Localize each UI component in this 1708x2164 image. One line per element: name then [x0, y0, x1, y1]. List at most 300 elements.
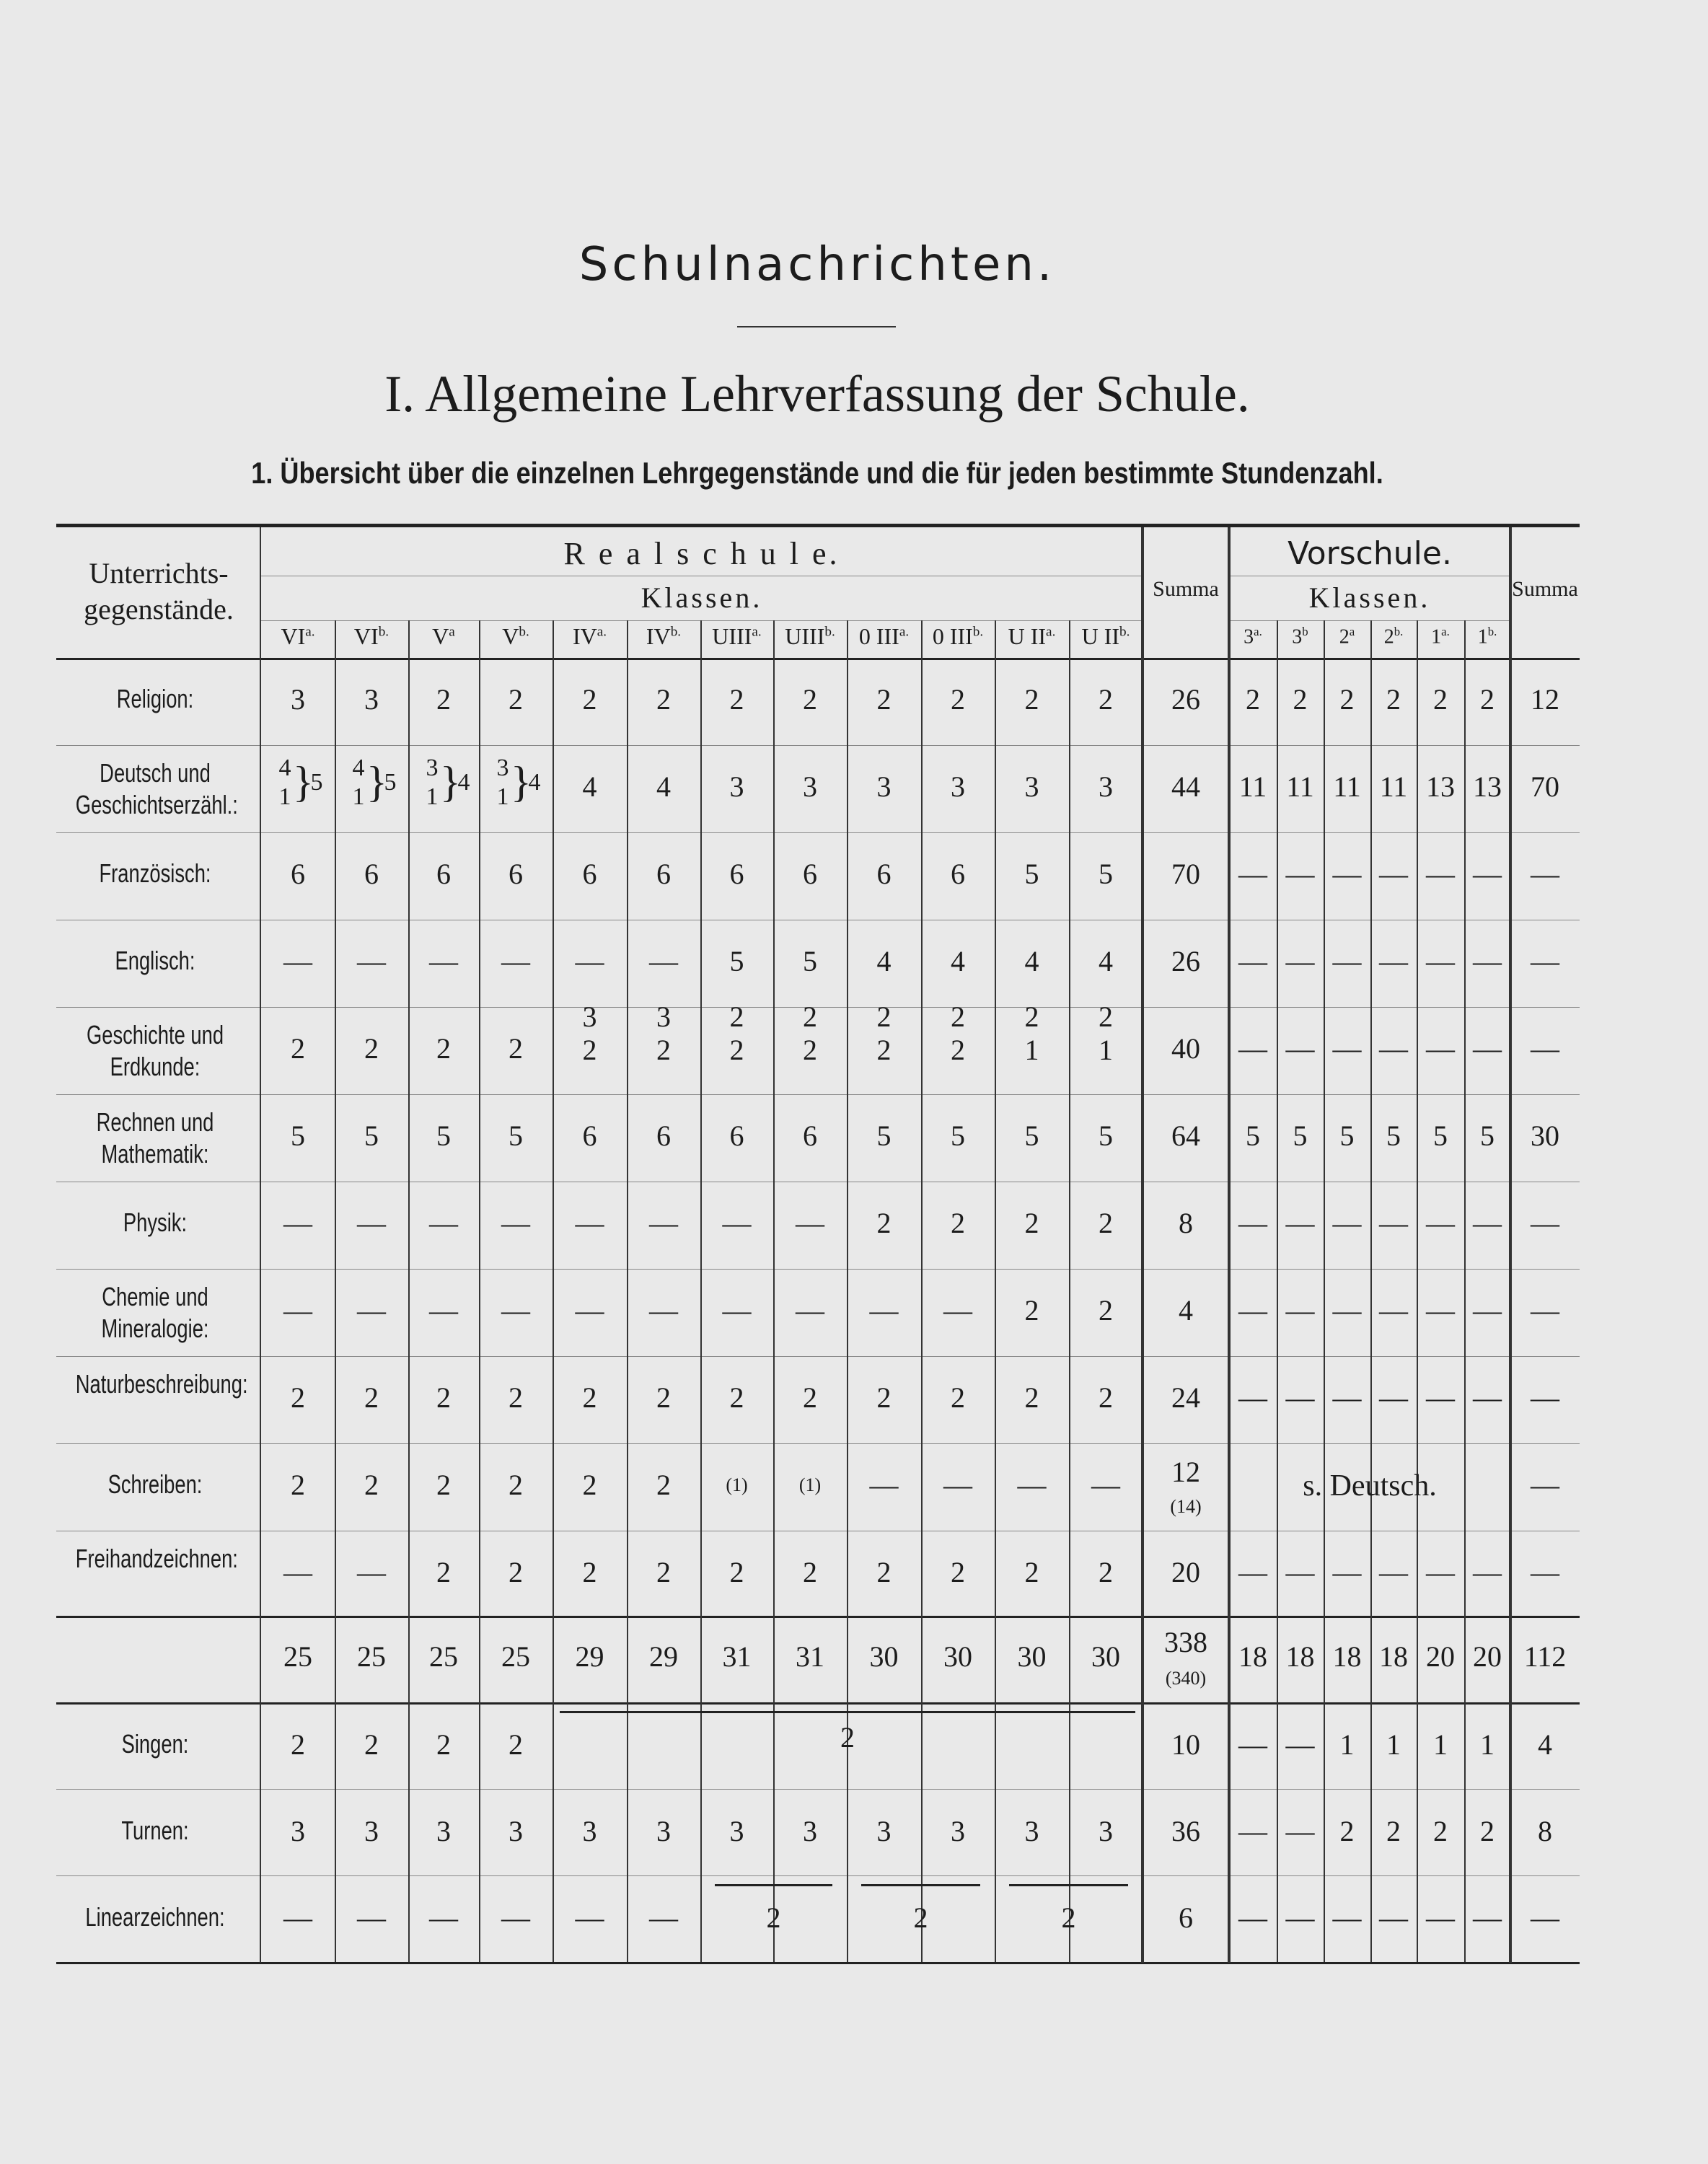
class-cell: 6 [291, 857, 305, 890]
class-cell: 3 [291, 1815, 305, 1847]
vor-cell: — [1379, 857, 1408, 890]
class-cell: 2 [951, 1206, 965, 1239]
class-cell: 2 1 [1024, 1000, 1039, 1066]
subject-label: Linearzeichnen: [85, 1902, 225, 1932]
vor-cell: — [1332, 1555, 1362, 1588]
sum-total: 338 [1164, 1626, 1207, 1658]
vor-cell: 13 [1426, 770, 1455, 803]
vsum-cell: — [1531, 1032, 1559, 1065]
vor-cell: — [1426, 1901, 1455, 1934]
vor-cell: — [1332, 1381, 1362, 1414]
class-cell: 3 [582, 1815, 597, 1847]
total-cell: 31 [722, 1640, 752, 1673]
class-col-line [1069, 620, 1070, 1962]
class-cell: — [649, 1901, 678, 1934]
sum-note: (14) [1170, 1495, 1202, 1517]
vor-cell: — [1285, 857, 1315, 890]
class-cell: 5 [1099, 1119, 1113, 1152]
class-cell: — [649, 944, 678, 977]
total-cell: 30 [1017, 1640, 1047, 1673]
subject-label: Deutsch und Geschichtserzähl.: [75, 757, 238, 819]
vor-cell: — [1426, 944, 1455, 977]
class-cell: 5 [1024, 1119, 1039, 1152]
deutsch-top: 4 [352, 754, 365, 781]
vor-cell: — [1285, 1901, 1315, 1934]
class-cell: 2 [803, 1555, 817, 1588]
class-cell: — [357, 1555, 386, 1588]
subject-label: Freihandzeichnen: [75, 1543, 238, 1573]
class-cell: 2 [509, 1032, 523, 1065]
page-title: Schulnachrichten. [578, 238, 1056, 291]
header-bottom-rule [56, 658, 1580, 660]
vor-cell: — [1379, 944, 1408, 977]
deutsch-brace: } [366, 757, 387, 806]
subject-label: Chemie und Mineralogie: [101, 1281, 209, 1343]
total-cell: 25 [283, 1640, 312, 1673]
row-rule [56, 1443, 1580, 1444]
class-cell: 2 [436, 1728, 451, 1761]
deutsch-brace: } [511, 757, 532, 806]
class-cell: 6 [951, 857, 965, 890]
class-cell: 3 [1024, 770, 1039, 803]
class-cell: 2 [436, 1381, 451, 1414]
class-cell: 2 [291, 1728, 305, 1761]
vor-cell: 2 [1433, 682, 1448, 716]
vor-cell: — [1426, 1381, 1455, 1414]
class-cell: 5 [291, 1119, 305, 1152]
class-cell: 2 [951, 682, 965, 716]
class-cell: — [357, 1206, 386, 1239]
class-cell: — [357, 1293, 386, 1327]
deutsch-total: 5 [310, 768, 323, 796]
class-cell: 6 [582, 857, 597, 890]
vor-cell: 2 [1480, 682, 1494, 716]
vor-cell: 5 [1386, 1119, 1401, 1152]
vor-cell: — [1238, 1206, 1267, 1239]
vor-cell: — [1473, 1293, 1502, 1327]
subject-label: Rechnen und Mathematik: [96, 1107, 214, 1169]
deutsch-bottom: 1 [426, 783, 439, 810]
class-cell: — [869, 1468, 899, 1501]
vor-cell: — [1473, 1381, 1502, 1414]
class-cell: 6 [582, 1119, 597, 1152]
vor-cell: — [1332, 944, 1362, 977]
vor-class-header: $3^{a.}$ [1243, 625, 1262, 648]
deutsch-brace: } [440, 757, 461, 806]
class-cell: 2 1 [1099, 1000, 1113, 1066]
class-cell: 2 [656, 1381, 671, 1414]
vsum-cell: — [1531, 1468, 1559, 1501]
row-rule [56, 832, 1580, 833]
class-cell: 6 [656, 1119, 671, 1152]
class-cell: 2 [803, 1381, 817, 1414]
vor-class-header: $1^{a.}$ [1431, 625, 1450, 648]
class-cell: — [283, 1555, 312, 1588]
class-cell: 2 [291, 1468, 305, 1501]
class-cell: 2 [436, 1555, 451, 1588]
vor-cell: 5 [1433, 1119, 1448, 1152]
class-cell: 2 2 [729, 1000, 744, 1066]
title-divider [737, 326, 896, 327]
class-header: 0 $III^{b.}$ [932, 623, 984, 649]
class-header: $V^a$ [432, 623, 455, 649]
class-cell: 3 [803, 1815, 817, 1847]
vsum-cell: — [1531, 944, 1559, 977]
class-cell: 2 [876, 1206, 892, 1239]
vor-cell: — [1332, 1293, 1362, 1327]
vor-cell: — [1238, 1381, 1267, 1414]
class-cell: 6 [803, 1119, 817, 1152]
class-cell: — [943, 1468, 972, 1501]
class-cell: 3 2 [582, 1000, 597, 1066]
deutsch-top: 4 [278, 754, 291, 781]
vor-cell: — [1332, 1901, 1362, 1934]
class-cell: (1) [726, 1474, 748, 1495]
section-heading: I. Allgemeine Lehrverfassung der Schule. [384, 365, 1250, 423]
vsum-cell: 70 [1531, 770, 1559, 803]
class-cell: 2 [1024, 682, 1039, 716]
vor-cell: — [1238, 1728, 1267, 1761]
vor-cell: — [1238, 944, 1267, 977]
vor-cell: — [1426, 1555, 1455, 1588]
class-cell: 4 [582, 770, 597, 803]
class-cell: 2 [509, 682, 523, 716]
vor-cell: 5 [1339, 1119, 1355, 1152]
class-cell: 5 [951, 1119, 965, 1152]
subject-label: Singen: [121, 1729, 189, 1759]
vor-cell: 5 [1293, 1119, 1308, 1152]
vor-cell: — [1285, 1381, 1315, 1414]
deutsch-bottom: 1 [496, 783, 509, 810]
class-cell: 6 [803, 857, 817, 890]
vor-cell: — [1426, 857, 1455, 890]
class-cell: 2 [656, 1555, 671, 1588]
class-cell: — [649, 1293, 678, 1327]
sum-cell: 26 [1171, 682, 1200, 716]
class-col-line [700, 620, 702, 1962]
sum-cell: 12 [1171, 1455, 1200, 1488]
vor-cell: — [1426, 1206, 1455, 1239]
class-cell: 2 [1024, 1293, 1039, 1327]
total-cell: 29 [575, 1640, 604, 1673]
class-cell: 2 [509, 1468, 523, 1501]
class-cell: 3 [1024, 1815, 1039, 1847]
deutsch-total: 5 [384, 768, 397, 796]
row-rule [56, 1356, 1580, 1357]
row-rule [56, 1269, 1580, 1270]
class-cell: 3 [876, 1815, 892, 1847]
vor-cell: — [1332, 1206, 1362, 1239]
sum-cell: 6 [1179, 1901, 1193, 1934]
class-cell: 2 [509, 1555, 523, 1588]
class-cell: — [943, 1293, 972, 1327]
class-cell: — [501, 1901, 530, 1934]
subsection-heading: 1. Übersicht über die einzelnen Lehrgegenstände und die für jeden bestimmte Stundenzahl. [251, 456, 1383, 490]
vor-cell: — [1238, 1901, 1267, 1934]
class-cell: — [501, 944, 530, 977]
class-cell: 2 [656, 1468, 671, 1501]
deutsch-total: 4 [528, 768, 541, 796]
table-top-rule [56, 524, 1580, 527]
summa-label: Summa [1512, 577, 1578, 601]
class-cell: 2 [876, 1555, 892, 1588]
vor-cell: — [1285, 944, 1315, 977]
klassen-label-real: Klassen. [640, 581, 763, 614]
class-cell: 2 [364, 1728, 379, 1761]
subject-label: Französisch: [99, 858, 211, 888]
class-cell: 6 [729, 857, 744, 890]
vor-cell: — [1238, 1555, 1267, 1588]
class-cell: 6 [656, 857, 671, 890]
class-cell: 2 [436, 1032, 451, 1065]
vorschule-label: Vorschule. [1287, 535, 1452, 572]
class-cell: 3 [436, 1815, 451, 1847]
class-cell: — [501, 1293, 530, 1327]
class-cell: — [357, 1901, 386, 1934]
subject-label: Naturbeschreibung: [75, 1368, 248, 1399]
totals-top-rule [56, 1616, 1580, 1618]
class-header: $VI^{b.}$ [353, 623, 389, 649]
class-col-line [553, 620, 554, 1962]
vor-total: 20 [1426, 1640, 1455, 1673]
row-rule [56, 1789, 1580, 1790]
vor-cell: — [1426, 1032, 1455, 1065]
class-cell: 2 [951, 1555, 965, 1588]
class-cell: — [429, 1293, 458, 1327]
class-cell: 2 [364, 1468, 379, 1501]
class-cell: 3 [951, 770, 965, 803]
class-cell: 3 [729, 1815, 744, 1847]
vor-cell: — [1426, 1293, 1455, 1327]
vor-cell: — [1473, 857, 1502, 890]
class-cell: (1) [798, 1474, 822, 1495]
total-cell: 30 [943, 1640, 972, 1673]
class-cell: 2 [509, 1728, 523, 1761]
class-col-line [921, 620, 923, 1962]
subject-label: Geschichte und Erdkunde: [86, 1019, 224, 1081]
vor-cell: — [1285, 1293, 1315, 1327]
vsum-cell: — [1531, 1901, 1559, 1934]
sum-cell: 20 [1171, 1555, 1200, 1588]
class-cell: 4 [951, 944, 965, 977]
vsum-cell: — [1531, 1381, 1559, 1414]
vor-cell: — [1379, 1901, 1408, 1934]
vsum-cell: 8 [1538, 1815, 1552, 1847]
class-cell: 5 [803, 944, 817, 977]
class-cell: 5 [509, 1119, 523, 1152]
deutsch-top: 3 [426, 754, 439, 781]
vor-cell: — [1238, 1293, 1267, 1327]
class-cell: — [357, 944, 386, 977]
vor-total: 18 [1285, 1640, 1315, 1673]
class-cell: 6 [729, 1119, 744, 1152]
class-cell: 3 [364, 682, 379, 716]
vor-cell: — [1238, 1815, 1267, 1847]
class-cell: 2 [1099, 1206, 1113, 1239]
row-rule [56, 745, 1580, 746]
vor-cell: 11 [1379, 770, 1408, 803]
class-cell: 6 [876, 857, 892, 890]
class-cell: 3 [291, 682, 305, 716]
sum-cell: 4 [1179, 1293, 1193, 1327]
vor-cell: — [1238, 1032, 1267, 1065]
deutsch-brace: } [293, 757, 314, 806]
class-cell: 5 [1099, 857, 1113, 890]
class-cell: 5 [1024, 857, 1039, 890]
vor-cell: 11 [1333, 770, 1361, 803]
class-col-line [627, 620, 628, 1962]
class-cell: 2 [876, 1381, 892, 1414]
vor-cell: 2 [1386, 682, 1401, 716]
sum-cell: 24 [1171, 1381, 1200, 1414]
class-cell: 4 [1099, 944, 1113, 977]
class-cell: 5 [436, 1119, 451, 1152]
class-cell: 2 2 [951, 1000, 965, 1066]
class-cell: 2 [1099, 682, 1113, 716]
class-header: $IV^{a.}$ [572, 623, 607, 649]
class-cell: — [1091, 1468, 1120, 1501]
class-cell: 2 [291, 1032, 305, 1065]
class-header: U $II^{b.}$ [1081, 623, 1130, 649]
vor-class-header: 3$^b$ [1292, 625, 1308, 648]
vor-cell: — [1238, 857, 1267, 890]
class-cell: 6 [436, 857, 451, 890]
class-cell: 2 [951, 1381, 965, 1414]
class-cell: 2 [803, 682, 817, 716]
class-cell: — [1017, 1468, 1047, 1501]
vor-cell: — [1473, 944, 1502, 977]
class-cell: — [429, 1901, 458, 1934]
class-cell: 4 [1024, 944, 1039, 977]
class-cell: 2 [582, 682, 597, 716]
vor-cell: 2 [1386, 1815, 1401, 1847]
class-cell: 3 [1099, 770, 1113, 803]
vsum-cell: — [1531, 1555, 1559, 1588]
class-header: $IV^{b.}$ [646, 623, 682, 649]
deutsch-bottom: 1 [352, 783, 365, 810]
vsum-cell: — [1531, 1206, 1559, 1239]
class-cell: 3 [656, 1815, 671, 1847]
vor-cell: — [1332, 857, 1362, 890]
class-cell: 3 [1099, 1815, 1113, 1847]
vor-cell: 2 [1339, 682, 1355, 716]
vsum-cell: — [1531, 857, 1559, 890]
sum-cell: 64 [1171, 1119, 1200, 1152]
class-cell: 2 [876, 682, 892, 716]
class-col-line [995, 620, 996, 1962]
class-header: 0 $III^{a.}$ [858, 623, 910, 649]
class-sub-rule [261, 620, 1143, 621]
sum-cell: 40 [1171, 1032, 1200, 1065]
vor-cell: — [1285, 1032, 1315, 1065]
vsum-cell: 12 [1531, 682, 1559, 716]
subject-label: Schreiben: [107, 1469, 203, 1499]
class-cell: 3 2 [656, 1000, 671, 1066]
vor-cell: 5 [1246, 1119, 1260, 1152]
class-cell: 3 [729, 770, 744, 803]
class-cell: 2 [436, 682, 451, 716]
deutsch-top: 3 [496, 754, 509, 781]
class-header: $V^{b.}$ [502, 623, 529, 649]
sum-cell: 10 [1171, 1728, 1200, 1761]
class-cell: 2 [1024, 1555, 1039, 1588]
subject-label: Physik: [123, 1207, 188, 1237]
class-header: $UIII^{a.}$ [712, 623, 762, 649]
sum-cell: 36 [1171, 1815, 1200, 1847]
vor-cell: 2 [1480, 1815, 1494, 1847]
vor-cell: — [1285, 1206, 1315, 1239]
summa-label: Summa [1153, 577, 1219, 601]
class-cell: 3 [803, 770, 817, 803]
sum-cell: 44 [1171, 770, 1200, 803]
merged-cell: 2 [913, 1901, 928, 1934]
total-cell: 25 [501, 1640, 530, 1673]
vor-total: 18 [1238, 1640, 1267, 1673]
class-cell: 2 [1099, 1381, 1113, 1414]
class-cell: 2 [582, 1555, 597, 1588]
linear-brace-line [861, 1884, 980, 1886]
total-cell: 30 [869, 1640, 899, 1673]
class-cell: 2 [582, 1468, 597, 1501]
class-cell: 6 [364, 857, 379, 890]
class-cell: — [283, 1901, 312, 1934]
vor-cell: 5 [1480, 1119, 1494, 1152]
deutsch-bottom: 1 [278, 783, 291, 810]
vor-cell: 11 [1238, 770, 1267, 803]
vor-cell: — [1379, 1293, 1408, 1327]
vor-cell: — [1285, 1555, 1315, 1588]
class-cell: — [869, 1293, 899, 1327]
class-header: $VI^{a.}$ [281, 623, 315, 649]
vor-cell: 2 [1293, 682, 1308, 716]
class-cell: 2 [1024, 1381, 1039, 1414]
vsum-cell: — [1531, 1293, 1559, 1327]
class-col-line [773, 620, 775, 1962]
vor-class-header: $1^{b.}$ [1477, 625, 1497, 648]
vor-cell: 1 [1433, 1728, 1448, 1761]
class-cell: — [575, 944, 604, 977]
total-cell: 30 [1091, 1640, 1120, 1673]
class-cell: — [575, 1293, 604, 1327]
class-cell: 2 [1099, 1293, 1113, 1327]
vor-cell: — [1473, 1555, 1502, 1588]
klassen-label-vor: Klassen. [1308, 581, 1431, 614]
sum-cell: 8 [1179, 1206, 1193, 1239]
class-cell: 2 [729, 1381, 744, 1414]
class-cell: 2 [656, 682, 671, 716]
class-cell: 5 [729, 944, 744, 977]
class-cell: — [722, 1293, 752, 1327]
total-cell: 25 [429, 1640, 458, 1673]
class-cell: 4 [876, 944, 892, 977]
vor-class-header: 2$^a$ [1339, 625, 1355, 648]
class-cell: — [575, 1901, 604, 1934]
merged-cell: 2 [840, 1721, 855, 1754]
class-cell: 2 2 [876, 1000, 892, 1066]
class-cell: 2 [1099, 1555, 1113, 1588]
vor-cell: — [1379, 1032, 1408, 1065]
vor-cell: — [1379, 1206, 1408, 1239]
vor-cell: 1 [1480, 1728, 1494, 1761]
class-cell: 2 2 [803, 1000, 817, 1066]
vor-cell: 1 [1339, 1728, 1355, 1761]
vsum-cell: 4 [1538, 1728, 1552, 1761]
class-cell: 3 [876, 770, 892, 803]
class-cell: 4 [656, 770, 671, 803]
merged-cell: 2 [1061, 1901, 1076, 1934]
class-cell: 5 [876, 1119, 892, 1152]
class-cell: 2 [509, 1381, 523, 1414]
